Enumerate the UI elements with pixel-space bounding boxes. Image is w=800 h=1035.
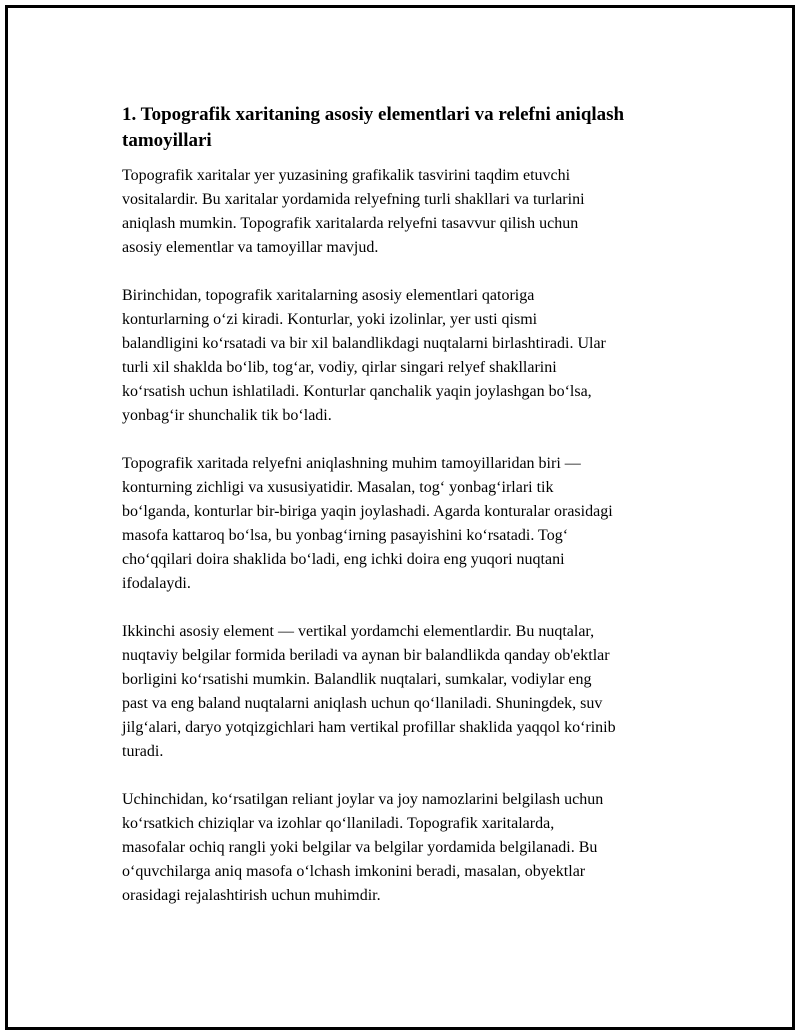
paragraph-contours: Birinchidan, topografik xaritalarning asosiy elementlari qatoriga konturlarning o‘zi kiradi. Konturlar, yoki izolinlar, yer usti qismi balandligini ko‘rsatadi va bir xil balandlikdagi nuqtalarni birlashtiradi. Ular turli xil shaklda bo‘lib, tog‘ar, vodiy, qirlar singari relyef shakllarini ko‘rsatish uchun ishlatiladi. Konturlar qanchalik yaqin joylashgan bo‘lsa, yonbag‘ir shunchalik tik bo‘ladi. [122, 287, 606, 424]
paragraph-vertical-elements: Ikkinchi asosiy element — vertikal yordamchi elementlardir. Bu nuqtalar, nuqtaviy belgilar formida beriladi va aynan bir balandlikda qanday ob'ektlar borligini ko‘rsatishi mumkin. Balandlik nuqtalari, sumkalar, vodiylar eng past va eng baland nuqtalarni aniqlash uchun qo‘llaniladi. Shuningdek, suv jilg‘alari, daryo yotqizgichlari ham vertikal profillar shaklida yaqqol ko‘rinib turadi. [122, 623, 616, 760]
document-title: 1. Topografik xaritaning asosiy elementlari va relefni aniqlash tamoyillari [122, 104, 625, 151]
paragraph-intro: Topografik xaritalar yer yuzasining grafikalik tasvirini taqdim etuvchi vositalardir. Bu xaritalar yordamida relyefning turli shakllari va turlarini aniqlash mumkin. Topografik xaritalarda relyefni tasavvur qilish uchun asosiy elementlar va tamoyillar mavjud. [122, 167, 585, 256]
paragraph-indicator-lines: Uchinchidan, ko‘rsatilgan reliant joylar va joy namozlarini belgilash uchun ko‘rsatkich chiziqlar va izohlar qo‘llaniladi. Topografik xaritalarda, masofalar ochiq rangli yoki belgilar va belgilar yordamida belgilanadi. Bu o‘quvchilarga aniq masofa o‘lchash imkonini beradi, masalan, obyektlar orasidagi rejalashtirish uchun muhimdir. [122, 791, 604, 904]
document-body [122, 102, 702, 908]
page-frame [5, 5, 795, 1030]
paragraph-contour-density: Topografik xaritada relyefni aniqlashning muhim tamoyillaridan biri — konturning zichligi va xususiyatidir. Masalan, tog‘ yonbag‘irlari tik bo‘lganda, konturlar bir-biriga yaqin joylashadi. Agarda konturalar orasidagi masofa kattaroq bo‘lsa, bu yonbag‘irning pasayishini ko‘rsatadi. Tog‘ cho‘qqilari doira shaklida bo‘ladi, eng ichki doira eng yuqori nuqtani ifodalaydi. [122, 455, 613, 592]
